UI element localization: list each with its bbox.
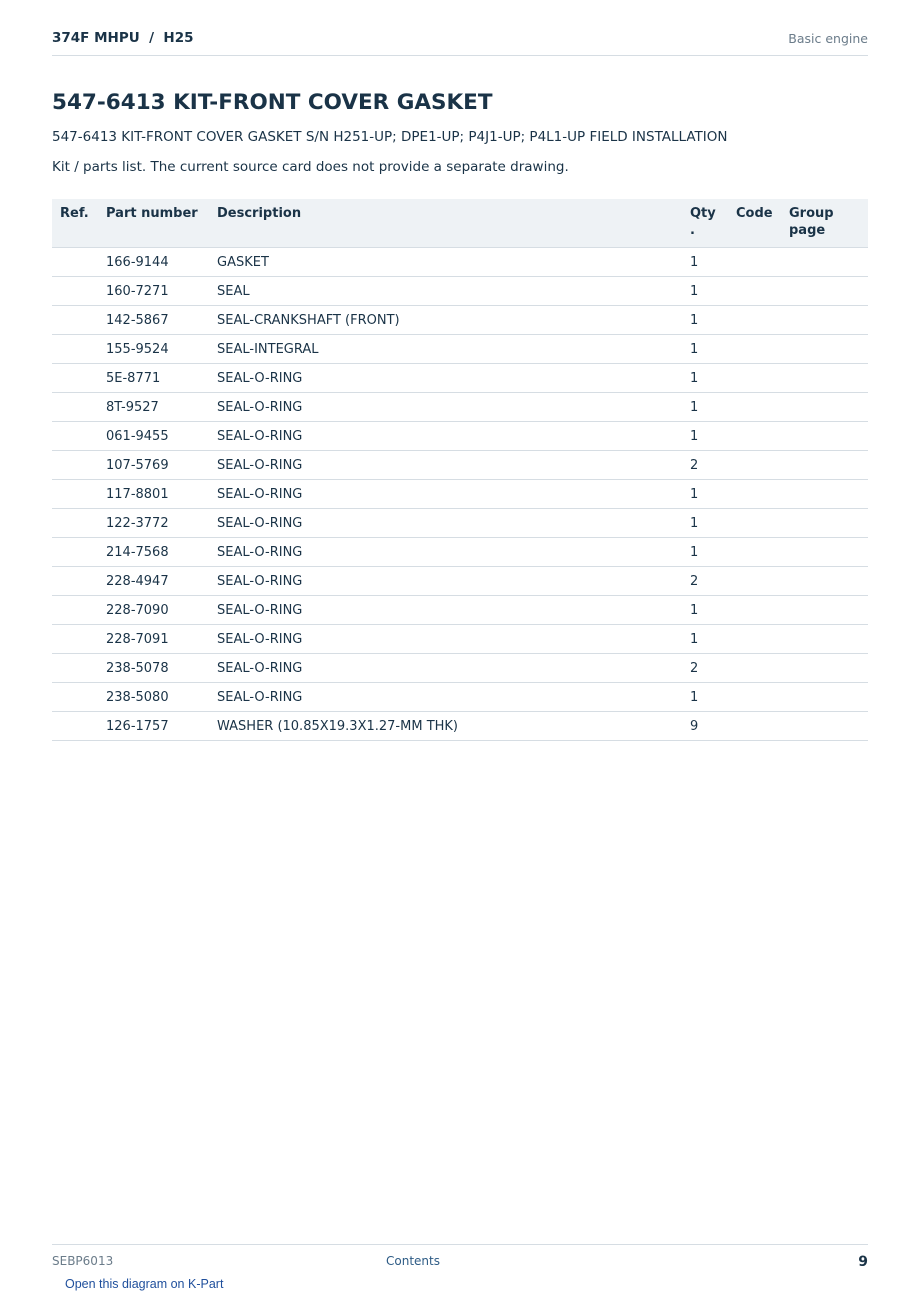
row-ref [52,364,106,393]
row-description: WASHER (10.85X19.3X1.27-MM THK) [217,712,690,741]
parts-table-header [52,199,868,248]
row-part-number: 126-1757 [106,712,217,741]
row-code [736,567,789,596]
kpart-link[interactable]: Open this diagram on K-Part [65,1277,224,1291]
row-group-page [789,277,868,306]
row-ref [52,422,106,451]
header-group-line2: page [789,223,826,238]
row-ref [52,625,106,654]
page-header [52,28,868,56]
row-description: SEAL-O-RING [217,509,690,538]
row-qty: 2 [690,451,736,480]
table-row [52,422,868,451]
row-part-number: 228-7091 [106,625,217,654]
row-group-page [789,538,868,567]
row-group-page [789,364,868,393]
row-group-page [789,480,868,509]
row-part-number: 107-5769 [106,451,217,480]
row-qty: 1 [690,538,736,567]
row-part-number: 228-4947 [106,567,217,596]
row-group-page [789,625,868,654]
row-code [736,306,789,335]
row-code [736,683,789,712]
row-part-number: 5E-8771 [106,364,217,393]
row-part-number: 166-9144 [106,248,217,277]
row-qty: 1 [690,248,736,277]
row-description: SEAL-CRANKSHAFT (FRONT) [217,306,690,335]
table-row [52,480,868,509]
row-ref [52,538,106,567]
row-group-page [789,712,868,741]
row-ref [52,480,106,509]
row-qty: 2 [690,567,736,596]
row-code [736,480,789,509]
row-description: SEAL-O-RING [217,480,690,509]
row-code [736,596,789,625]
row-group-page [789,567,868,596]
row-ref [52,654,106,683]
page-title: 547-6413 KIT-FRONT COVER GASKET [52,90,493,115]
row-description: SEAL-O-RING [217,538,690,567]
row-description: SEAL-O-RING [217,422,690,451]
row-description: SEAL-INTEGRAL [217,335,690,364]
table-row [52,451,868,480]
row-group-page [789,306,868,335]
contents-link[interactable]: Contents [386,1254,440,1268]
table-row [52,625,868,654]
row-part-number: 228-7090 [106,596,217,625]
row-qty: 1 [690,422,736,451]
row-ref [52,712,106,741]
row-description: SEAL-O-RING [217,625,690,654]
table-row [52,393,868,422]
table-row [52,683,868,712]
parts-table-body [52,248,868,741]
row-qty: 1 [690,364,736,393]
row-part-number: 122-3772 [106,509,217,538]
row-part-number: 142-5867 [106,306,217,335]
row-code [736,248,789,277]
table-row [52,248,868,277]
row-code [736,277,789,306]
row-part-number: 8T-9527 [106,393,217,422]
row-group-page [789,451,868,480]
row-group-page [789,509,868,538]
row-description: SEAL [217,277,690,306]
parts-table [52,199,868,741]
row-ref [52,683,106,712]
row-code [736,538,789,567]
row-code [736,451,789,480]
header-ref: Ref. [52,199,106,248]
row-code [736,625,789,654]
row-group-page [789,248,868,277]
section-label: Basic engine [788,31,868,46]
row-part-number: 238-5080 [106,683,217,712]
row-part-number: 155-9524 [106,335,217,364]
row-code [736,654,789,683]
row-ref [52,509,106,538]
row-description: SEAL-O-RING [217,654,690,683]
row-description: SEAL-O-RING [217,683,690,712]
row-description: SEAL-O-RING [217,393,690,422]
table-row [52,306,868,335]
header-qty-line1: Qty [690,206,716,221]
header-group-page [789,199,868,248]
row-group-page [789,654,868,683]
header-code: Code [736,199,789,248]
row-qty: 9 [690,712,736,741]
row-code [736,509,789,538]
row-qty: 1 [690,393,736,422]
document-id: SEBP6013 [52,1254,114,1268]
table-row [52,509,868,538]
row-group-page [789,422,868,451]
row-group-page [789,393,868,422]
table-row [52,364,868,393]
row-qty: 1 [690,480,736,509]
table-row [52,277,868,306]
row-description: SEAL-O-RING [217,596,690,625]
header-qty-line2: . [690,223,695,238]
table-row [52,567,868,596]
row-group-page [789,335,868,364]
row-qty: 1 [690,306,736,335]
row-code [736,393,789,422]
row-group-page [789,596,868,625]
kit-subtitle: 547-6413 KIT-FRONT COVER GASKET S/N H251-UP; DPE1-UP; P4J1-UP; P4L1-UP FIELD INSTALLATION [52,129,728,145]
row-ref [52,567,106,596]
row-ref [52,335,106,364]
row-part-number: 238-5078 [106,654,217,683]
row-description: SEAL-O-RING [217,451,690,480]
row-qty: 1 [690,625,736,654]
row-group-page [789,683,868,712]
row-code [736,712,789,741]
model-breadcrumb: 374F MHPU / H25 [52,30,194,46]
row-qty: 1 [690,596,736,625]
table-row [52,712,868,741]
header-part-number: Part number [106,199,217,248]
row-ref [52,277,106,306]
row-ref [52,596,106,625]
row-description: GASKET [217,248,690,277]
row-ref [52,248,106,277]
table-row [52,654,868,683]
row-qty: 2 [690,654,736,683]
row-qty: 1 [690,277,736,306]
table-row [52,538,868,567]
row-qty: 1 [690,683,736,712]
row-part-number: 214-7568 [106,538,217,567]
row-ref [52,451,106,480]
page-number: 9 [858,1254,868,1270]
row-ref [52,306,106,335]
row-ref [52,393,106,422]
table-row [52,335,868,364]
row-part-number: 061-9455 [106,422,217,451]
source-note: Kit / parts list. The current source card does not provide a separate drawing. [52,159,569,175]
header-qty [690,199,736,248]
row-code [736,364,789,393]
row-part-number: 117-8801 [106,480,217,509]
row-code [736,335,789,364]
row-qty: 1 [690,509,736,538]
row-part-number: 160-7271 [106,277,217,306]
page-footer [52,1244,868,1274]
row-code [736,422,789,451]
header-group-line1: Group [789,206,834,221]
table-row [52,596,868,625]
row-description: SEAL-O-RING [217,364,690,393]
row-description: SEAL-O-RING [217,567,690,596]
header-description: Description [217,199,690,248]
row-qty: 1 [690,335,736,364]
